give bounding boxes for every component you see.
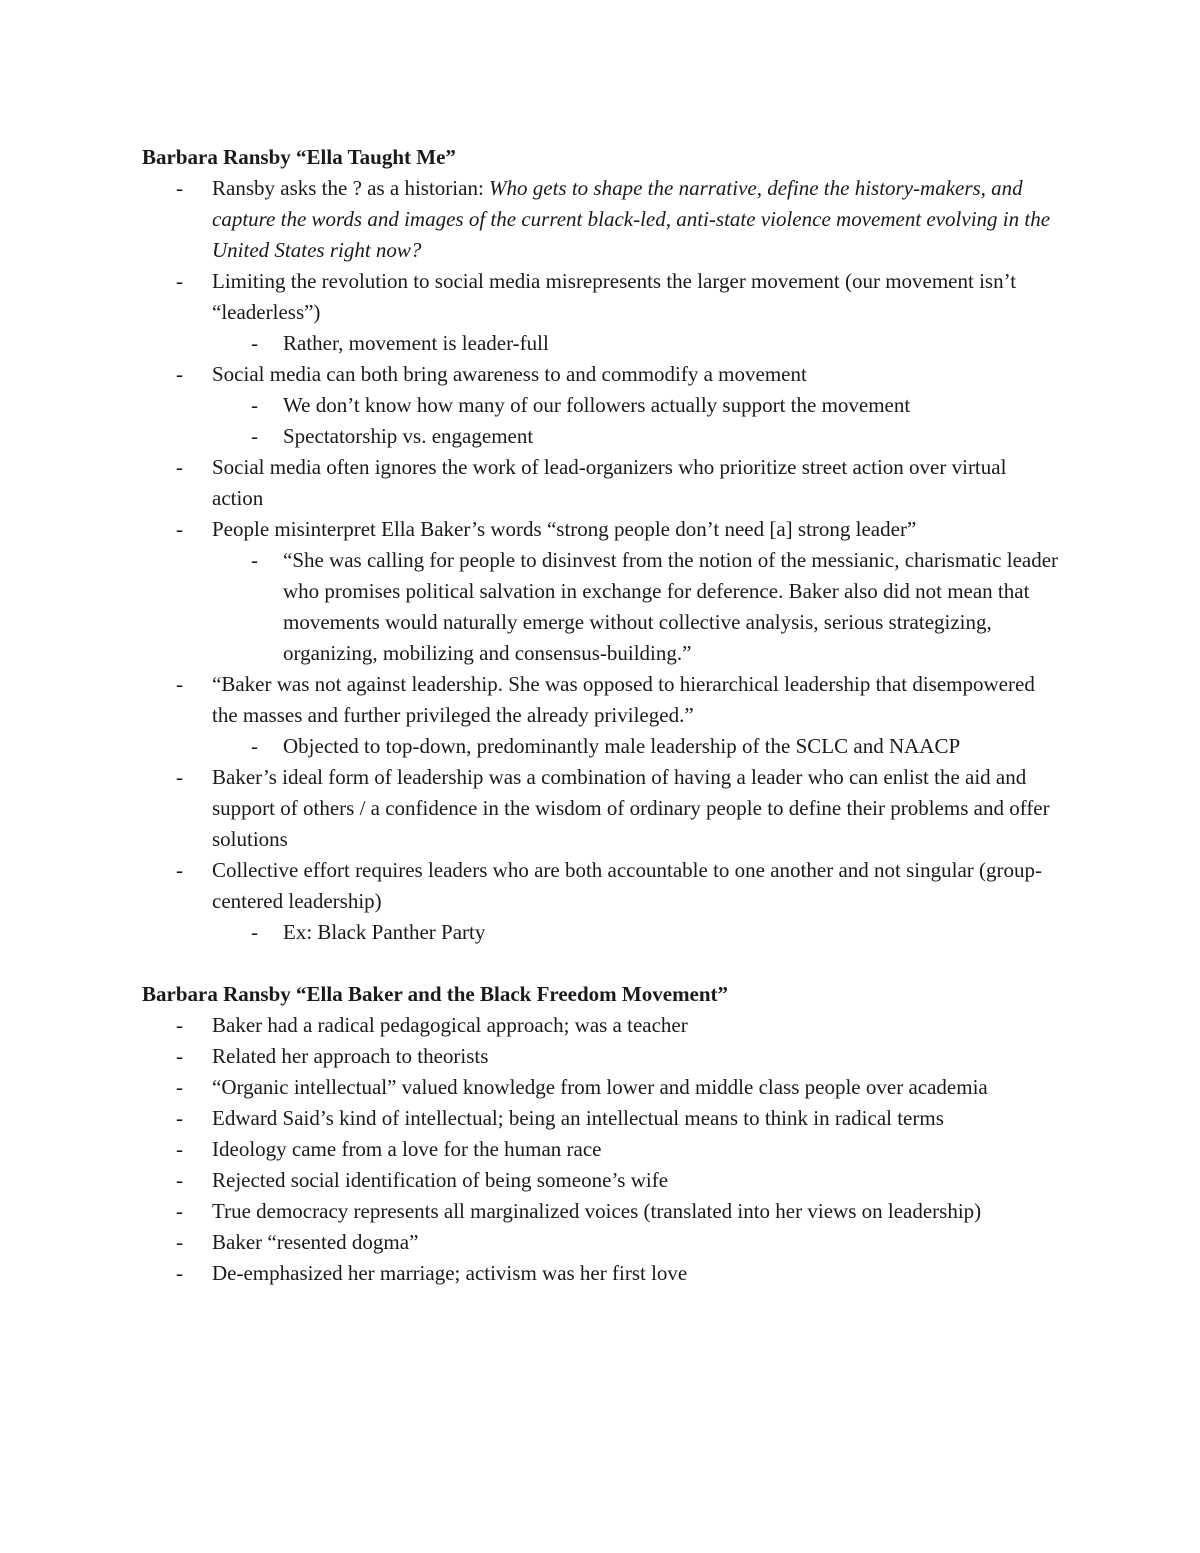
list-item-text: Edward Said’s kind of intellectual; being an intellectual means to think in radical terms — [212, 1106, 944, 1130]
list-item-text: True democracy represents all marginalized voices (translated into her views on leadership) — [212, 1199, 982, 1223]
list-item — [142, 855, 1060, 948]
bullet-dash: - — [176, 1013, 183, 1037]
sub-list-item — [212, 421, 1060, 452]
sub-bullet-list — [212, 390, 1060, 452]
bullet-dash: - — [176, 1075, 183, 1099]
list-item — [142, 1010, 1060, 1041]
sub-list-item — [212, 917, 1060, 948]
bullet-dash: - — [176, 858, 183, 882]
sub-list-item-text: Objected to top-down, predominantly male leadership of the SCLC and NAACP — [283, 734, 961, 758]
section-heading: Barbara Ransby “Ella Taught Me” — [142, 145, 456, 169]
list-item-text: Ransby asks the ? as a historian: — [212, 176, 490, 200]
bullet-dash: - — [176, 1199, 183, 1223]
list-item-text: Related her approach to theorists — [212, 1044, 489, 1068]
bullet-dash: - — [176, 269, 183, 293]
list-item-text: “Baker was not against leadership. She was opposed to hierarchical leadership that disempowered the masses and further privileged the already privileged.” — [212, 672, 1035, 727]
sub-list-item-text: Spectatorship vs. engagement — [283, 424, 534, 448]
list-item-italic-quote: Who gets to shape the narrative, define the history-makers, and capture the words and images of the current black-led, anti-state violence movement evolving in the United States right now? — [212, 176, 1051, 262]
list-item — [142, 1103, 1060, 1134]
list-item-text: People misinterpret Ella Baker’s words “strong people don’t need [a] strong leader” — [212, 517, 917, 541]
list-item — [142, 762, 1060, 855]
sub-list-item — [212, 390, 1060, 421]
bullet-dash: - — [251, 424, 258, 448]
sub-bullet-list — [212, 545, 1060, 669]
bullet-dash: - — [251, 734, 258, 758]
notes-section-ella-taught-me — [142, 142, 1060, 948]
list-item — [142, 452, 1060, 514]
list-item-text: Social media often ignores the work of lead-organizers who prioritize street action over virtual action — [212, 455, 1007, 510]
list-item-text: “Organic intellectual” valued knowledge from lower and middle class people over academia — [212, 1075, 988, 1099]
bullet-dash: - — [176, 1044, 183, 1068]
sub-list-item — [212, 731, 1060, 762]
section-heading: Barbara Ransby “Ella Baker and the Black Freedom Movement” — [142, 982, 729, 1006]
bullet-dash: - — [176, 765, 183, 789]
sub-list-item-text: We don’t know how many of our followers actually support the movement — [283, 393, 911, 417]
list-item-text: Baker “resented dogma” — [212, 1230, 419, 1254]
list-item — [142, 266, 1060, 359]
bullet-dash: - — [176, 1106, 183, 1130]
bullet-dash: - — [251, 331, 258, 355]
list-item — [142, 514, 1060, 669]
bullet-list — [142, 1010, 1060, 1289]
list-item — [142, 1041, 1060, 1072]
bullet-dash: - — [176, 362, 183, 386]
list-item — [142, 1165, 1060, 1196]
sub-bullet-list — [212, 917, 1060, 948]
list-item-text: Ideology came from a love for the human race — [212, 1137, 602, 1161]
notes-section-black-freedom-movement — [142, 979, 1060, 1289]
bullet-dash: - — [176, 672, 183, 696]
list-item-text: De-emphasized her marriage; activism was her first love — [212, 1261, 688, 1285]
bullet-list — [142, 173, 1060, 948]
sub-bullet-list — [212, 731, 1060, 762]
list-item — [142, 1072, 1060, 1103]
sub-bullet-list — [212, 328, 1060, 359]
bullet-dash: - — [176, 1168, 183, 1192]
list-item — [142, 1196, 1060, 1227]
list-item — [142, 1227, 1060, 1258]
bullet-dash: - — [251, 920, 258, 944]
list-item-text: Baker had a radical pedagogical approach; was a teacher — [212, 1013, 688, 1037]
sub-list-item — [212, 545, 1060, 669]
list-item — [142, 359, 1060, 452]
bullet-dash: - — [176, 1137, 183, 1161]
bullet-dash: - — [251, 548, 258, 572]
sub-list-item — [212, 328, 1060, 359]
list-item-text: Rejected social identification of being someone’s wife — [212, 1168, 669, 1192]
list-item — [142, 173, 1060, 266]
bullet-dash: - — [176, 1230, 183, 1254]
bullet-dash: - — [176, 1261, 183, 1285]
list-item — [142, 669, 1060, 762]
bullet-dash: - — [251, 393, 258, 417]
list-item-text: Baker’s ideal form of leadership was a combination of having a leader who can enlist the aid and support of others / a confidence in the wisdom of ordinary people to define their problems and offer solutions — [212, 765, 1050, 851]
sub-list-item-text: Ex: Black Panther Party — [283, 920, 486, 944]
list-item-text: Limiting the revolution to social media misrepresents the larger movement (our movement isn’t “leaderless”) — [212, 269, 1017, 324]
list-item — [142, 1134, 1060, 1165]
list-item — [142, 1258, 1060, 1289]
bullet-dash: - — [176, 455, 183, 479]
bullet-dash: - — [176, 176, 183, 200]
bullet-dash: - — [176, 517, 183, 541]
list-item-text: Social media can both bring awareness to and commodify a movement — [212, 362, 807, 386]
sub-list-item-text: Rather, movement is leader-full — [283, 331, 549, 355]
sub-list-item-text: “She was calling for people to disinvest from the notion of the messianic, charismatic leader who promises political salvation in exchange for deference. Baker also did not mean that movements would naturally emerge without collective analysis, serious strategizing, organizing, mobilizing and consensus-building.” — [283, 548, 1059, 665]
list-item-text: Collective effort requires leaders who are both accountable to one another and not singular (group-centered leadership) — [212, 858, 1042, 913]
